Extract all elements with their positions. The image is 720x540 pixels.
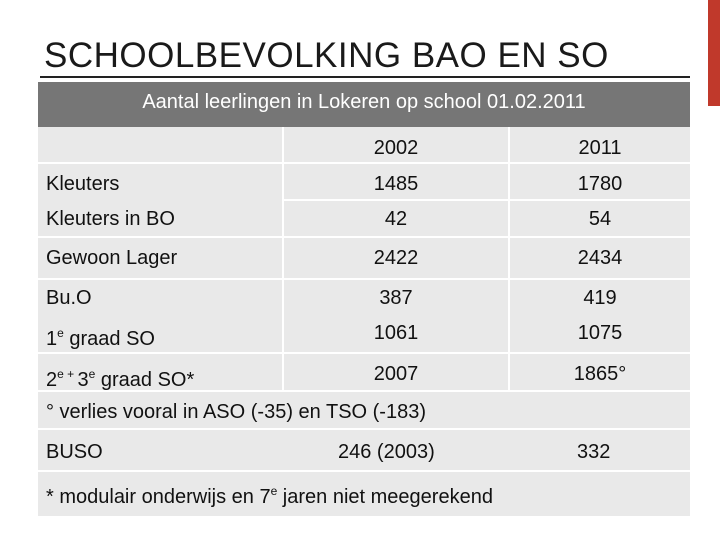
column-header-2002: 2002 bbox=[373, 137, 419, 159]
value-tweede-derde-graad-so-2011: 1865° bbox=[573, 363, 627, 385]
value-kleuters-in-bo-2011: 54 bbox=[588, 208, 612, 230]
value-buso-2011: 332 bbox=[577, 441, 611, 463]
row-label-kleuters: Kleuters bbox=[46, 173, 120, 195]
row-divider bbox=[38, 428, 690, 430]
value-gewoon-lager-2011: 2434 bbox=[577, 247, 623, 269]
row-divider bbox=[38, 162, 690, 164]
footnote: * modulair onderwijs en 7e jaren niet meegerekend bbox=[46, 484, 493, 508]
row-divider bbox=[284, 199, 690, 201]
value-kleuters-2002: 1485 bbox=[373, 173, 419, 195]
title-divider bbox=[40, 76, 690, 78]
slide-title: SCHOOLBEVOLKING BAO EN SO bbox=[44, 36, 609, 75]
value-eerste-graad-so-2002: 1061 bbox=[373, 322, 419, 344]
row-divider bbox=[38, 236, 690, 238]
value-buo-2002: 387 bbox=[379, 287, 413, 309]
table-header: Aantal leerlingen in Lokeren op school 01.02.2011 bbox=[38, 82, 690, 127]
row-label-kleuters-in-bo: Kleuters in BO bbox=[46, 208, 175, 230]
value-gewoon-lager-2002: 2422 bbox=[373, 247, 419, 269]
row-label-tweede-derde-graad-so: 2e + 3e graad SO* bbox=[46, 367, 195, 391]
row-divider bbox=[38, 470, 690, 472]
value-eerste-graad-so-2011: 1075 bbox=[577, 322, 623, 344]
row-label-eerste-graad-so: 1e graad SO bbox=[46, 326, 155, 350]
row-label-buo: Bu.O bbox=[46, 287, 92, 309]
value-tweede-derde-graad-so-2002: 2007 bbox=[373, 363, 419, 385]
value-kleuters-2011: 1780 bbox=[577, 173, 623, 195]
value-buo-2011: 419 bbox=[583, 287, 617, 309]
column-header-2011: 2011 bbox=[578, 137, 622, 159]
row-label-buso: BUSO bbox=[46, 441, 103, 463]
value-buso-2003: 246 (2003) bbox=[338, 441, 435, 463]
value-kleuters-in-bo-2002: 42 bbox=[384, 208, 408, 230]
row-divider bbox=[38, 352, 690, 354]
loss-note: ° verlies vooral in ASO (-35) en TSO (-183) bbox=[46, 401, 426, 423]
row-divider bbox=[38, 278, 690, 280]
row-label-gewoon-lager: Gewoon Lager bbox=[46, 247, 178, 269]
accent-bar bbox=[708, 0, 720, 106]
